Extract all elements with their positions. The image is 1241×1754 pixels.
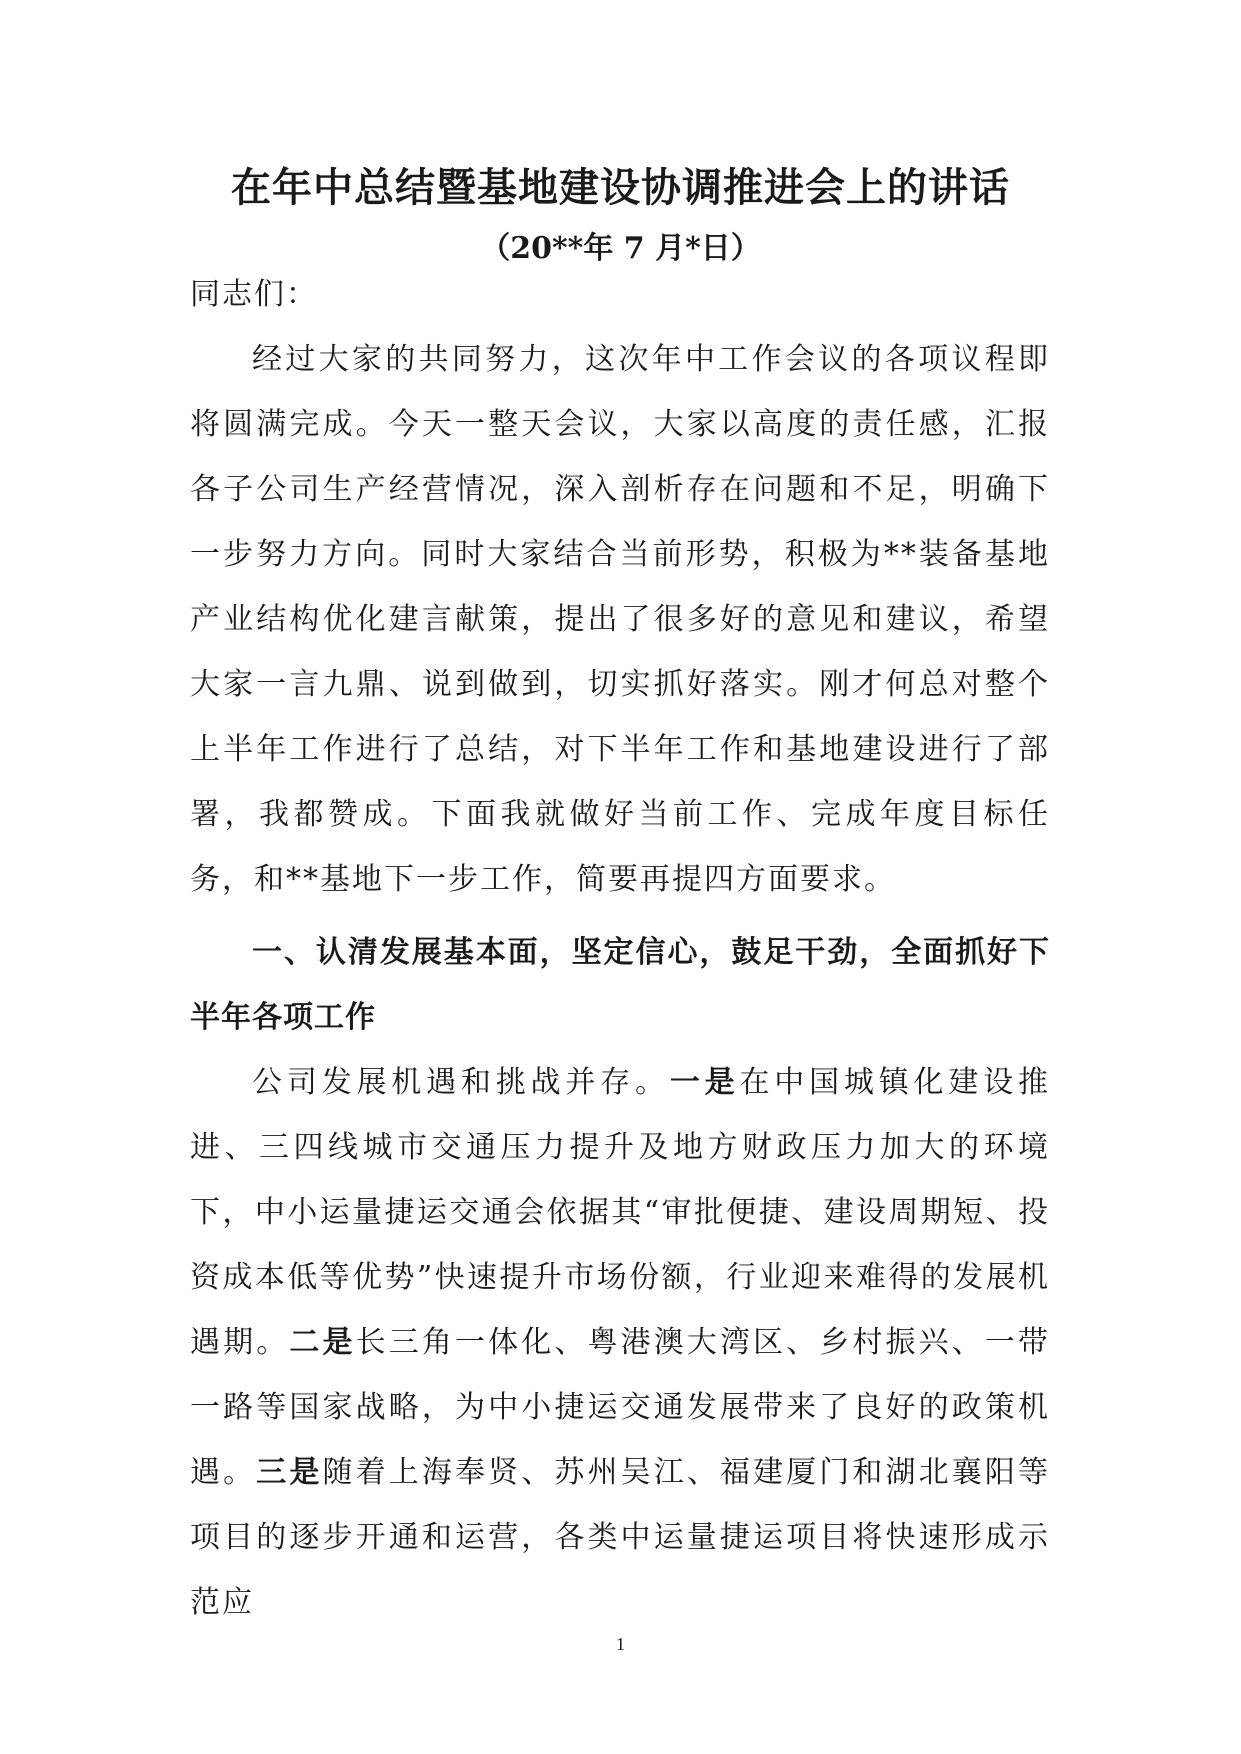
- lead-marker-3: 三是: [256, 1455, 323, 1490]
- paragraph-intro: 公司发展机遇和挑战并存。: [252, 1065, 670, 1100]
- salutation: 同志们：: [190, 277, 318, 312]
- document-date: （20**年 7 月*日）: [480, 231, 761, 266]
- lead-marker-1: 一是: [669, 1065, 740, 1100]
- paragraph-point-1: 在中国城镇化建设推进、三四线城市交通压力提升及地方财政压力加大的环境下，中小运量捷运交通会依据其“审批便捷、建设周期短、投资成本低等优势”快速提升市场份额，行业迎来难得的发展机遇期。: [190, 1065, 1051, 1360]
- paragraph-point-2: 长三角一体化、粤港澳大湾区、乡村振兴、一带一路等国家战略，为中小捷运交通发展带来了良好的政策机遇。: [190, 1325, 1051, 1490]
- document-body: [190, 262, 1050, 1635]
- section-heading-1: 一、认清发展基本面，坚定信心，鼓足干劲，全面抓好下半年各项工作: [190, 935, 1050, 1035]
- paragraph-opportunities: [190, 1050, 1050, 1635]
- paragraph-point-3: 随着上海奉贤、苏州吴江、福建厦门和湖北襄阳等项目的逐步开通和运营，各类中运量捷运项目将快速形成示范应: [190, 1455, 1051, 1620]
- document-title: 在年中总结暨基地建设协调推进会上的讲话: [231, 164, 1010, 211]
- page-number: 1: [616, 1634, 625, 1654]
- lead-marker-2: 二是: [289, 1325, 356, 1360]
- paragraph-opening: 经过大家的共同努力，这次年中工作会议的各项议程即将圆满完成。今天一整天会议，大家以高度的责任感，汇报各子公司生产经营情况，深入剖析存在问题和不足，明确下一步努力方向。同时大家结合当前形势，积极为**装备基地产业结构优化建言献策，提出了很多好的意见和建议，希望大家一言九鼎、说到做到，切实抓好落实。刚才何总对整个上半年工作进行了总结，对下半年工作和基地建设进行了部署，我都赞成。下面我就做好当前工作、完成年度目标任务，和**基地下一步工作，简要再提四方面要求。: [190, 342, 1050, 897]
